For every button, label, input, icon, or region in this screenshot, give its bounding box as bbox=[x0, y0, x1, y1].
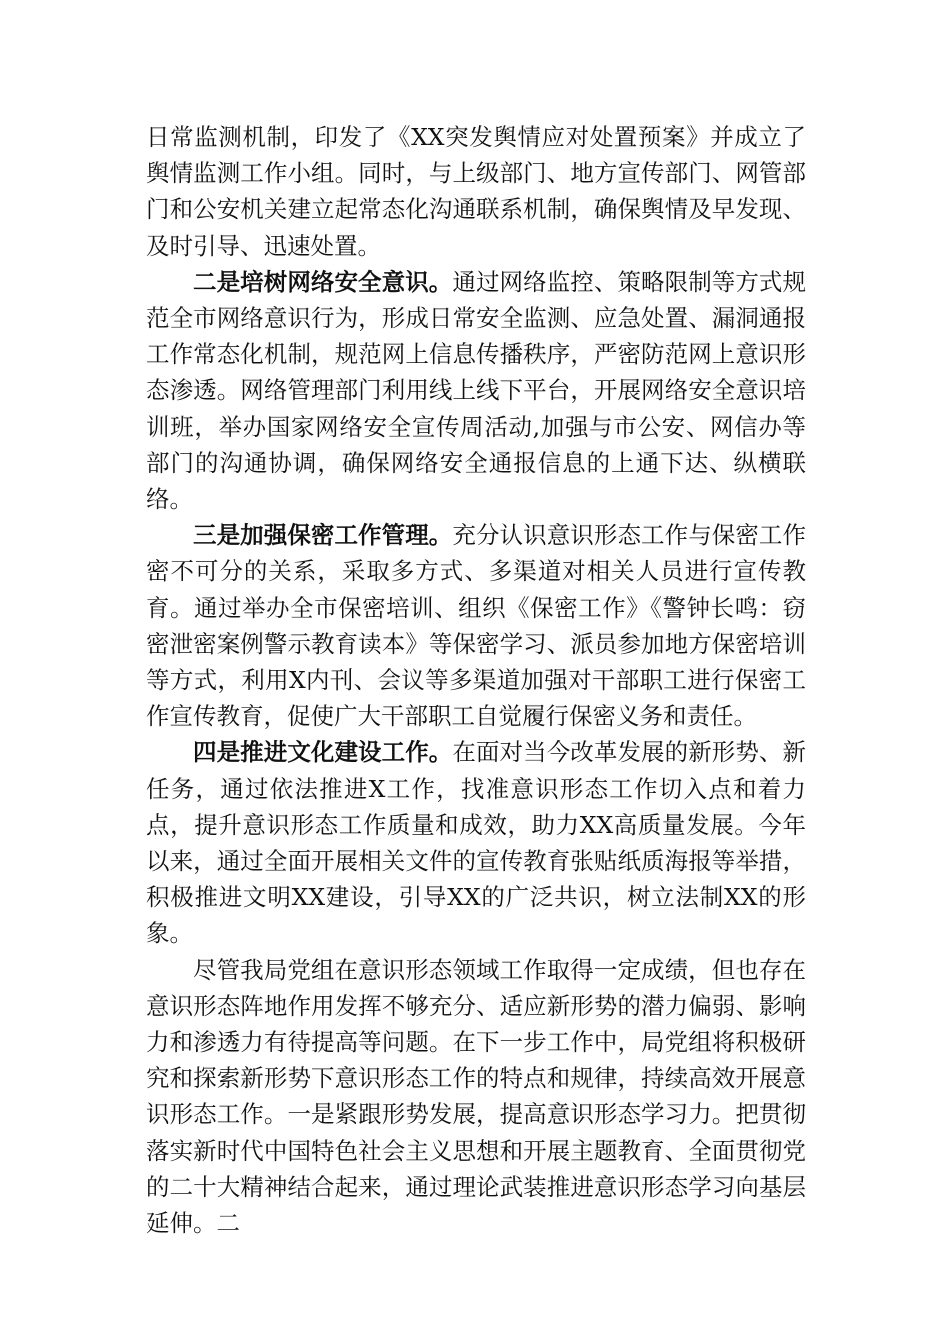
paragraph-text: 充分认识意识形态工作与保密工作密不可分的关系，采取多方式、多渠道对相关人员进行宣传教育。通过举办全市保密培训、组织《保密工作》《警钟长鸣：窃密泄密案例警示教育读本》等保密学习、派员参加地方保密培训等方式，利用X内刊、会议等多渠道加强对干部职工进行保密工作宣传教育，促使广大干部职工自觉履行保密义务和责任。 bbox=[146, 521, 807, 731]
paragraph-text: 通过网络监控、策略限制等方式规范全市网络意识行为，形成日常安全监测、应急处置、漏洞通报工作常态化机制，规范网上信息传播秩序，严密防范网上意识形态渗透。网络管理部门利用线上线下平台，开展网络安全意识培训班，举办国家网络安全宣传周活动,加强与市公安、网信办等部门的沟通协调，确保网络安全通报信息的上通下达、纵横联络。 bbox=[146, 267, 807, 514]
paragraph-continuation bbox=[146, 119, 806, 264]
paragraph-confidentiality bbox=[146, 517, 806, 734]
paragraph-heading: 三是加强保密工作管理。 bbox=[193, 521, 453, 550]
paragraph-network-security bbox=[146, 264, 806, 517]
paragraph-text: 尽管我局党组在意识形态领域工作取得一定成绩，但也存在意识形态阵地作用发挥不够充分、适应新形势的潜力偏弱、影响力和渗透力有待提高等问题。在下一步工作中，局党组将积极研究和探索新形势下意识形态工作的特点和规律，持续高效开展意识形态工作。一是紧跟形势发展，提高意识形态学习力。把贯彻落实新时代中国特色社会主义思想和开展主题教育、全面贯彻党的二十大精神结合起来，通过理论武装推进意识形态学习向基层延伸。二 bbox=[146, 955, 806, 1238]
paragraph-culture bbox=[146, 734, 806, 951]
paragraph-text: 日常监测机制，印发了《XX突发舆情应对处置预案》并成立了舆情监测工作小组。同时，与上级部门、地方宣传部门、网管部门和公安机关建立起常态化沟通联系机制，确保舆情及早发现、及时引导、迅速处置。 bbox=[146, 123, 806, 260]
paragraph-heading: 二是培树网络安全意识。 bbox=[193, 267, 453, 296]
document-page bbox=[146, 119, 806, 1241]
paragraph-text: 在面对当今改革发展的新形势、新任务，通过依法推进X工作，找准意识形态工作切入点和着力点，提升意识形态工作质量和成效，助力XX高质量发展。今年以来，通过全面开展相关文件的宣传教育张贴纸质海报等举措，积极推进文明XX建设，引导XX的广泛共识，树立法制XX的形象。 bbox=[146, 738, 807, 948]
paragraph-summary bbox=[146, 952, 806, 1242]
paragraph-heading: 四是推进文化建设工作。 bbox=[193, 738, 453, 767]
